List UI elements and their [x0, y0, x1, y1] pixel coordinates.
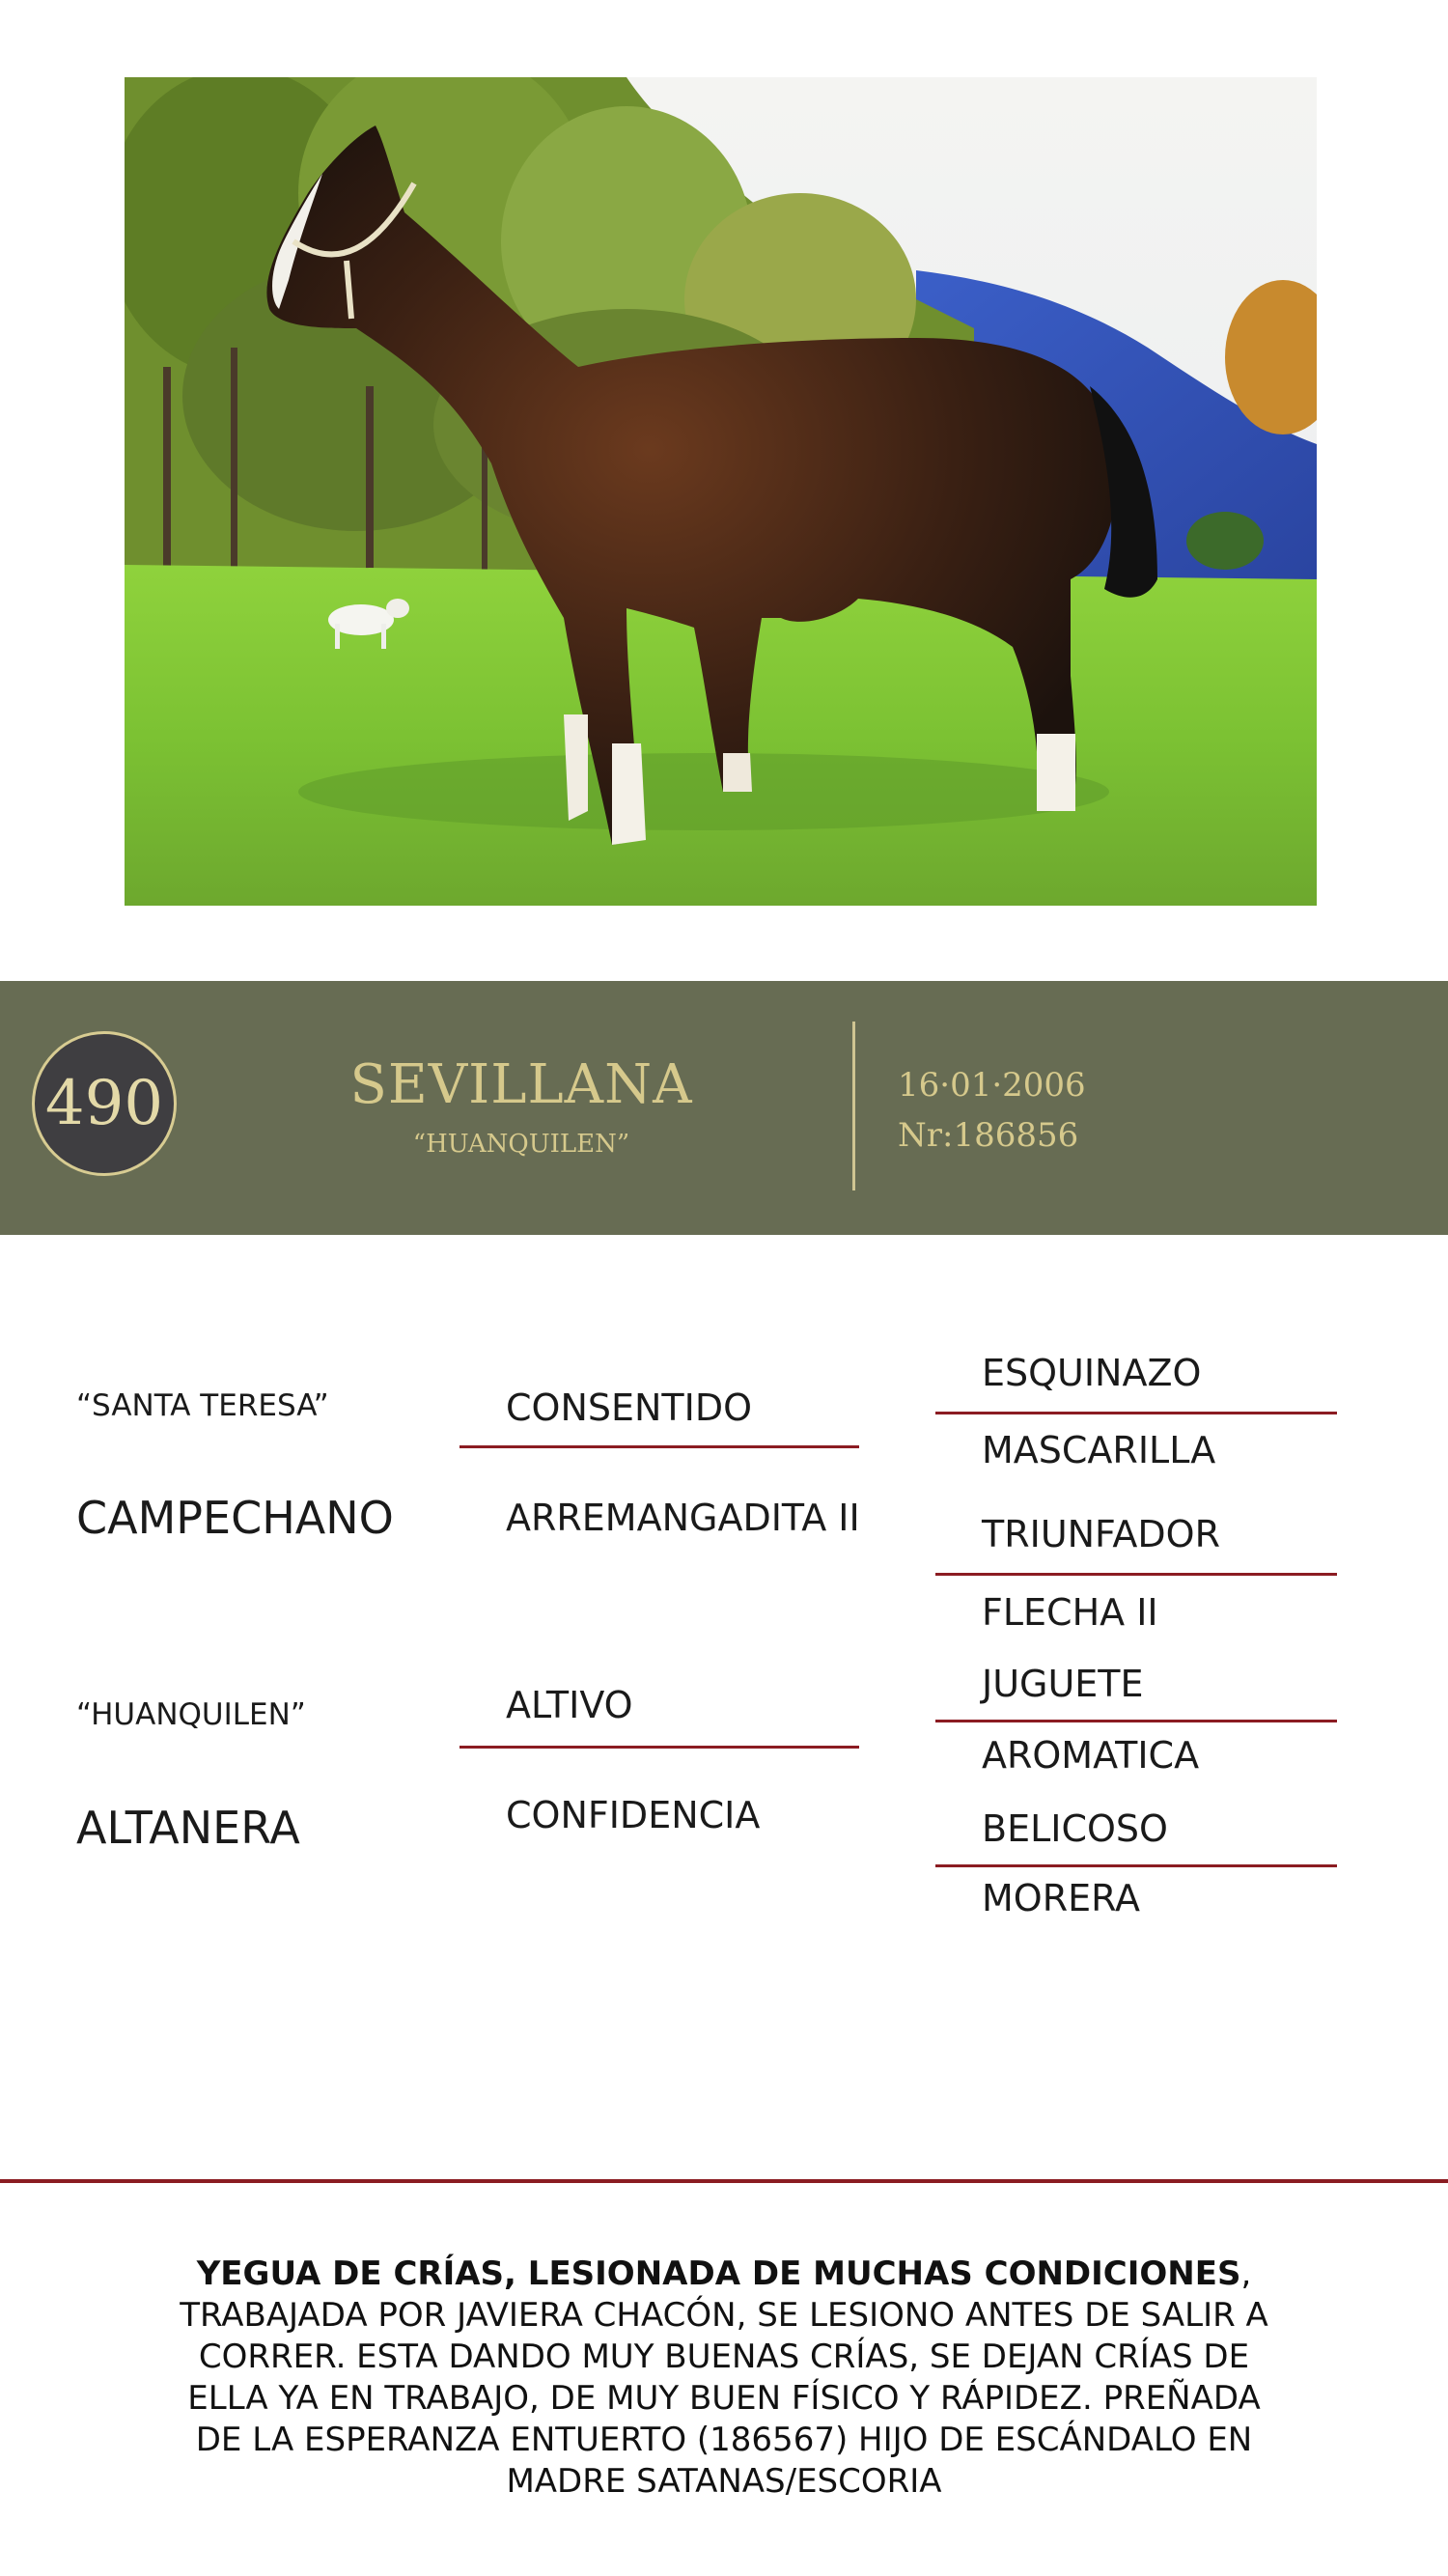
- horse-name: SEVILLANA: [349, 1053, 693, 1116]
- dam-name: ALTANERA: [76, 1802, 300, 1854]
- description: [174, 2254, 1274, 2503]
- gen3-item: FLECHA II: [982, 1591, 1158, 1634]
- gen3-item: ESQUINAZO: [982, 1352, 1202, 1394]
- dam-sire: ALTIVO: [506, 1684, 633, 1726]
- gen3-item: MASCARILLA: [982, 1429, 1216, 1471]
- gen3-item: MORERA: [982, 1877, 1140, 1919]
- sire-rule: [459, 1445, 859, 1448]
- horse-photo-image: [125, 77, 1317, 906]
- gen3-item: BELICOSO: [982, 1807, 1168, 1850]
- header-band: [0, 981, 1448, 1235]
- gen3-item: TRIUNFADOR: [982, 1513, 1220, 1555]
- gen3-item: AROMATICA: [982, 1734, 1200, 1777]
- gen3-rule: [935, 1412, 1337, 1414]
- description-bold: YEGUA DE CRÍAS, LESIONADA DE MUCHAS CONDICIONES: [196, 2254, 1241, 2293]
- sire-breeder: “SANTA TERESA”: [76, 1388, 329, 1423]
- sire-dam: ARREMANGADITA II: [506, 1497, 860, 1539]
- gen3-rule: [935, 1573, 1337, 1576]
- registration-number: Nr:186856: [898, 1116, 1079, 1155]
- sire-name: CAMPECHANO: [76, 1492, 394, 1544]
- gen3-rule: [935, 1864, 1337, 1867]
- band-divider: [852, 1022, 855, 1190]
- dam-rule: [459, 1746, 859, 1749]
- dam-dam: CONFIDENCIA: [506, 1794, 761, 1836]
- description-text: , TRABAJADA POR JAVIERA CHACÓN, SE LESIONO ANTES DE SALIR A CORRER. ESTA DANDO MUY BUENAS CRÍAS, SE DEJAN CRÍAS DE ELLA YA EN TRABAJO, DE MUY BUEN FÍSICO Y RÁPIDEZ. PREÑADA DE LA ESPERANZA ENTUERTO (186567) HIJO DE ESCÁNDALO EN MADRE SATANAS/ESCORIA: [180, 2254, 1268, 2501]
- lot-number: 490: [44, 1068, 164, 1139]
- sire-sire: CONSENTIDO: [506, 1386, 753, 1429]
- registration-block: [898, 1060, 1086, 1161]
- section-divider: [0, 2179, 1448, 2183]
- gen3-rule: [935, 1720, 1337, 1722]
- horse-alias: “HUANQUILEN”: [412, 1130, 630, 1159]
- horse-photo: [125, 77, 1317, 906]
- gen3-item: JUGUETE: [982, 1663, 1144, 1705]
- birth-date: 16·01·2006: [898, 1066, 1086, 1105]
- lot-number-badge: [32, 1031, 177, 1176]
- dam-breeder: “HUANQUILEN”: [76, 1697, 306, 1732]
- name-block: [290, 1053, 753, 1159]
